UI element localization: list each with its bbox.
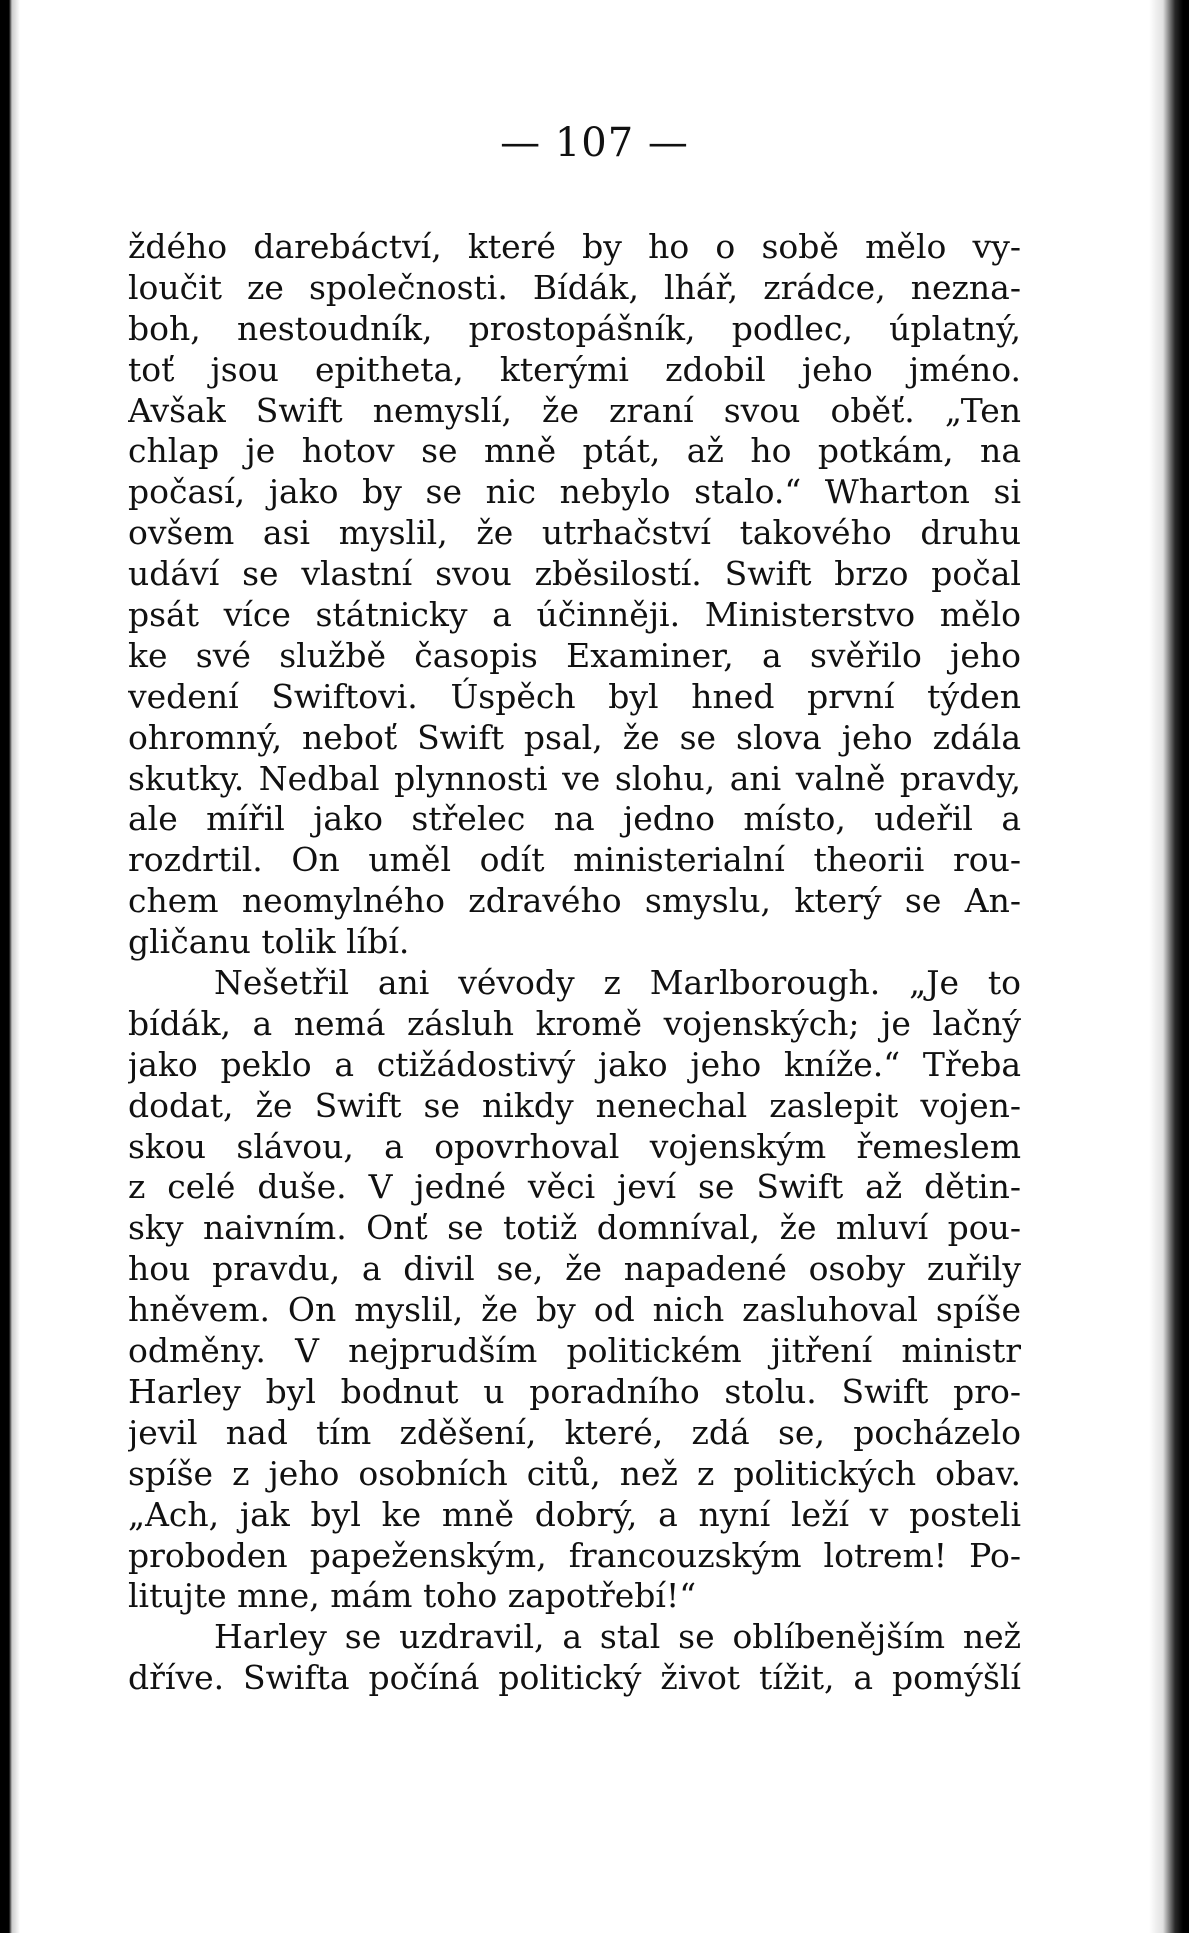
text-line: ovšem asi myslil, že utrhačství takového druhu <box>128 513 1021 553</box>
text-line: odměny. V nejprudším politickém jitření ministr <box>128 1331 1021 1371</box>
text-line: bídák, a nemá zásluh kromě vojenských; je lačný <box>128 1003 1021 1043</box>
text-line: psát více státnicky a účinněji. Ministerstvo mělo <box>128 595 1021 635</box>
page-edge-shadow <box>1149 0 1189 1933</box>
text-line: litujte mne, mám toho zapotřebí!“ <box>128 1576 697 1616</box>
text-line: Harley byl bodnut u poradního stolu. Swift pro- <box>128 1371 1021 1411</box>
page-number: — 107 — <box>500 120 689 166</box>
text-line: sky naivním. Onť se totiž domníval, že mluví pou- <box>128 1208 1021 1248</box>
text-line: Harley se uzdravil, a stal se oblíbenějším než <box>214 1617 1021 1657</box>
text-line: hněvem. On myslil, že by od nich zasluhoval spíše <box>128 1290 1021 1330</box>
text-line: jako peklo a ctižádostivý jako jeho kníže.“ Třeba <box>128 1044 1021 1084</box>
body-text <box>128 227 1021 1699</box>
text-line: z celé duše. V jedné věci jeví se Swift až dětin- <box>128 1167 1021 1207</box>
text-line: ohromný, neboť Swift psal, že se slova jeho zdála <box>128 717 1021 757</box>
text-line: ale mířil jako střelec na jedno místo, udeřil a <box>128 799 1021 839</box>
text-line: skutky. Nedbal plynnosti ve slohu, ani valně pravdy, <box>128 758 1021 798</box>
text-line: chem neomylného zdravého smyslu, který se An- <box>128 881 1021 921</box>
text-line: boh, nestoudník, prostopášník, podlec, úplatný, <box>128 308 1021 348</box>
text-line: ždého darebáctví, které by ho o sobě mělo vy- <box>128 227 1021 266</box>
text-line: loučit ze společnosti. Bídák, lhář, zrádce, nezna- <box>128 267 1021 307</box>
text-line: hou pravdu, a divil se, že napadené osoby zuřily <box>128 1249 1021 1289</box>
text-line: udáví se vlastní svou zběsilostí. Swift brzo počal <box>128 554 1021 594</box>
text-line: dříve. Swifta počíná politický život tížit, a pomýšlí <box>128 1658 1021 1698</box>
text-line: počasí, jako by se nic nebylo stalo.“ Wharton si <box>128 472 1021 512</box>
text-line: skou slávou, a opovrhoval vojenským řemeslem <box>128 1126 1021 1166</box>
text-line: toť jsou epitheta, kterými zdobil jeho jméno. <box>128 349 1021 389</box>
binding-edge <box>0 0 20 1933</box>
text-line: rozdrtil. On uměl odít ministerialní theorii rou- <box>128 840 1021 880</box>
text-line: proboden papeženským, francouzským lotrem! Po- <box>128 1535 1021 1575</box>
text-line: „Ach, jak byl ke mně dobrý, a nyní leží v posteli <box>128 1494 1021 1534</box>
text-line: spíše z jeho osobních citů, než z politických obav. <box>128 1453 1021 1493</box>
text-line: Avšak Swift nemyslí, že zraní svou oběť. „Ten <box>128 390 1021 430</box>
text-line: ke své službě časopis Examiner, a svěřilo jeho <box>128 635 1021 675</box>
text-line: vedení Swiftovi. Úspěch byl hned první týden <box>128 676 1021 716</box>
text-line: jevil nad tím zděšení, které, zdá se, pocházelo <box>128 1412 1021 1452</box>
text-line: chlap je hotov se mně ptát, až ho potkám, na <box>128 431 1021 471</box>
text-line: gličanu tolik líbí. <box>128 922 410 962</box>
text-line: dodat, že Swift se nikdy nenechal zaslepit vojen- <box>128 1085 1021 1125</box>
text-line: Nešetřil ani vévody z Marlborough. „Je to <box>214 963 1021 1003</box>
